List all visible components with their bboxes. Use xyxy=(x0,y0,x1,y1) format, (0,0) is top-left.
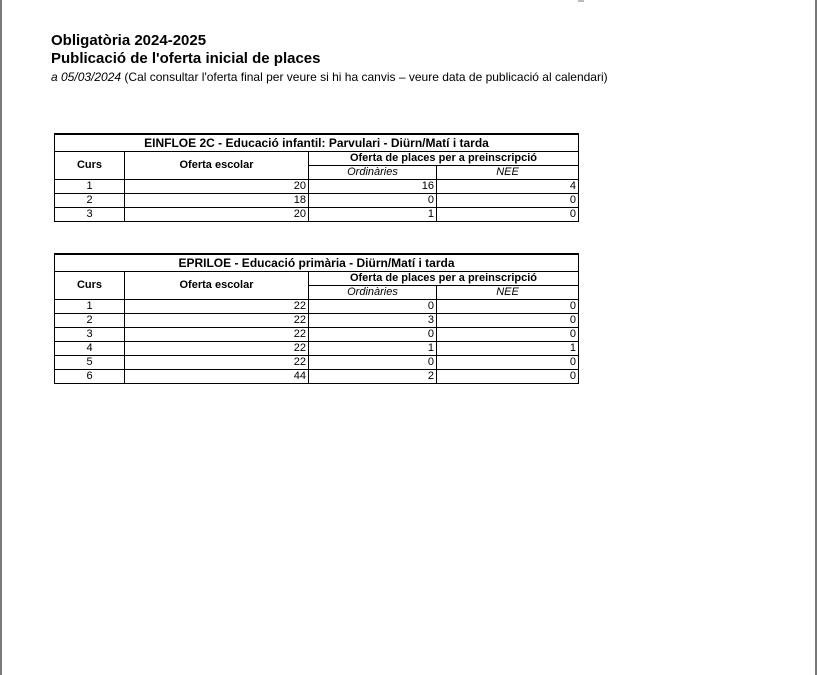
col-header-places: Oferta de places per a preinscripció xyxy=(309,152,579,166)
table-row xyxy=(55,342,579,356)
cell-nee: 0 xyxy=(437,300,579,314)
cell-oferta: 20 xyxy=(125,208,309,222)
col-header-oferta: Oferta escolar xyxy=(125,272,309,300)
document-title: Obligatòria 2024-2025 xyxy=(51,32,207,49)
table-row xyxy=(55,370,579,384)
top-mark xyxy=(578,0,584,2)
cell-oferta: 44 xyxy=(125,370,309,384)
cell-curs: 2 xyxy=(55,194,125,208)
cell-oferta: 22 xyxy=(125,356,309,370)
cell-nee: 0 xyxy=(437,328,579,342)
document-header xyxy=(51,32,608,85)
cell-ordinaries: 0 xyxy=(309,356,437,370)
cell-nee: 0 xyxy=(437,194,579,208)
cell-ordinaries: 16 xyxy=(309,180,437,194)
col-header-curs: Curs xyxy=(55,152,125,180)
table-row xyxy=(55,194,579,208)
table-row xyxy=(55,328,579,342)
offer-table-epriloe xyxy=(54,253,579,384)
page-border-right xyxy=(815,0,817,675)
publication-date: a 05/03/2024 xyxy=(51,70,122,84)
cell-curs: 1 xyxy=(55,180,125,194)
cell-ordinaries: 2 xyxy=(309,370,437,384)
cell-nee: 0 xyxy=(437,314,579,328)
col-header-nee: NEE xyxy=(437,166,579,180)
table-row xyxy=(55,356,579,370)
table-title: EPRILOE - Educació primària - Diürn/Matí i tarda xyxy=(55,254,579,272)
document-subtitle: Publicació de l'oferta inicial de places xyxy=(51,50,321,67)
cell-nee: 0 xyxy=(437,370,579,384)
note-text: (Cal consultar l'oferta final per veure si hi ha canvis – veure data de publicació al calendari) xyxy=(124,70,608,84)
col-header-oferta: Oferta escolar xyxy=(125,152,309,180)
cell-curs: 5 xyxy=(55,356,125,370)
page-border-left xyxy=(0,0,2,675)
cell-nee: 0 xyxy=(437,208,579,222)
cell-oferta: 20 xyxy=(125,180,309,194)
cell-curs: 3 xyxy=(55,208,125,222)
cell-nee: 4 xyxy=(437,180,579,194)
cell-curs: 2 xyxy=(55,314,125,328)
col-header-ordinaries: Ordinàries xyxy=(309,166,437,180)
cell-oferta: 22 xyxy=(125,314,309,328)
cell-ordinaries: 1 xyxy=(309,208,437,222)
col-header-nee: NEE xyxy=(437,286,579,300)
cell-ordinaries: 0 xyxy=(309,300,437,314)
publication-note xyxy=(51,70,608,85)
cell-curs: 6 xyxy=(55,370,125,384)
table-row xyxy=(55,208,579,222)
cell-ordinaries: 1 xyxy=(309,342,437,356)
offer-table-einfloe xyxy=(54,133,579,222)
cell-oferta: 18 xyxy=(125,194,309,208)
col-header-places: Oferta de places per a preinscripció xyxy=(309,272,579,286)
cell-ordinaries: 0 xyxy=(309,328,437,342)
cell-oferta: 22 xyxy=(125,342,309,356)
col-header-ordinaries: Ordinàries xyxy=(309,286,437,300)
cell-curs: 3 xyxy=(55,328,125,342)
table-title: EINFLOE 2C - Educació infantil: Parvulari - Diürn/Matí i tarda xyxy=(55,134,579,152)
cell-nee: 1 xyxy=(437,342,579,356)
cell-curs: 4 xyxy=(55,342,125,356)
table-row xyxy=(55,314,579,328)
cell-curs: 1 xyxy=(55,300,125,314)
cell-oferta: 22 xyxy=(125,300,309,314)
table-row xyxy=(55,180,579,194)
cell-ordinaries: 3 xyxy=(309,314,437,328)
cell-nee: 0 xyxy=(437,356,579,370)
table-row xyxy=(55,300,579,314)
cell-ordinaries: 0 xyxy=(309,194,437,208)
cell-oferta: 22 xyxy=(125,328,309,342)
col-header-curs: Curs xyxy=(55,272,125,300)
